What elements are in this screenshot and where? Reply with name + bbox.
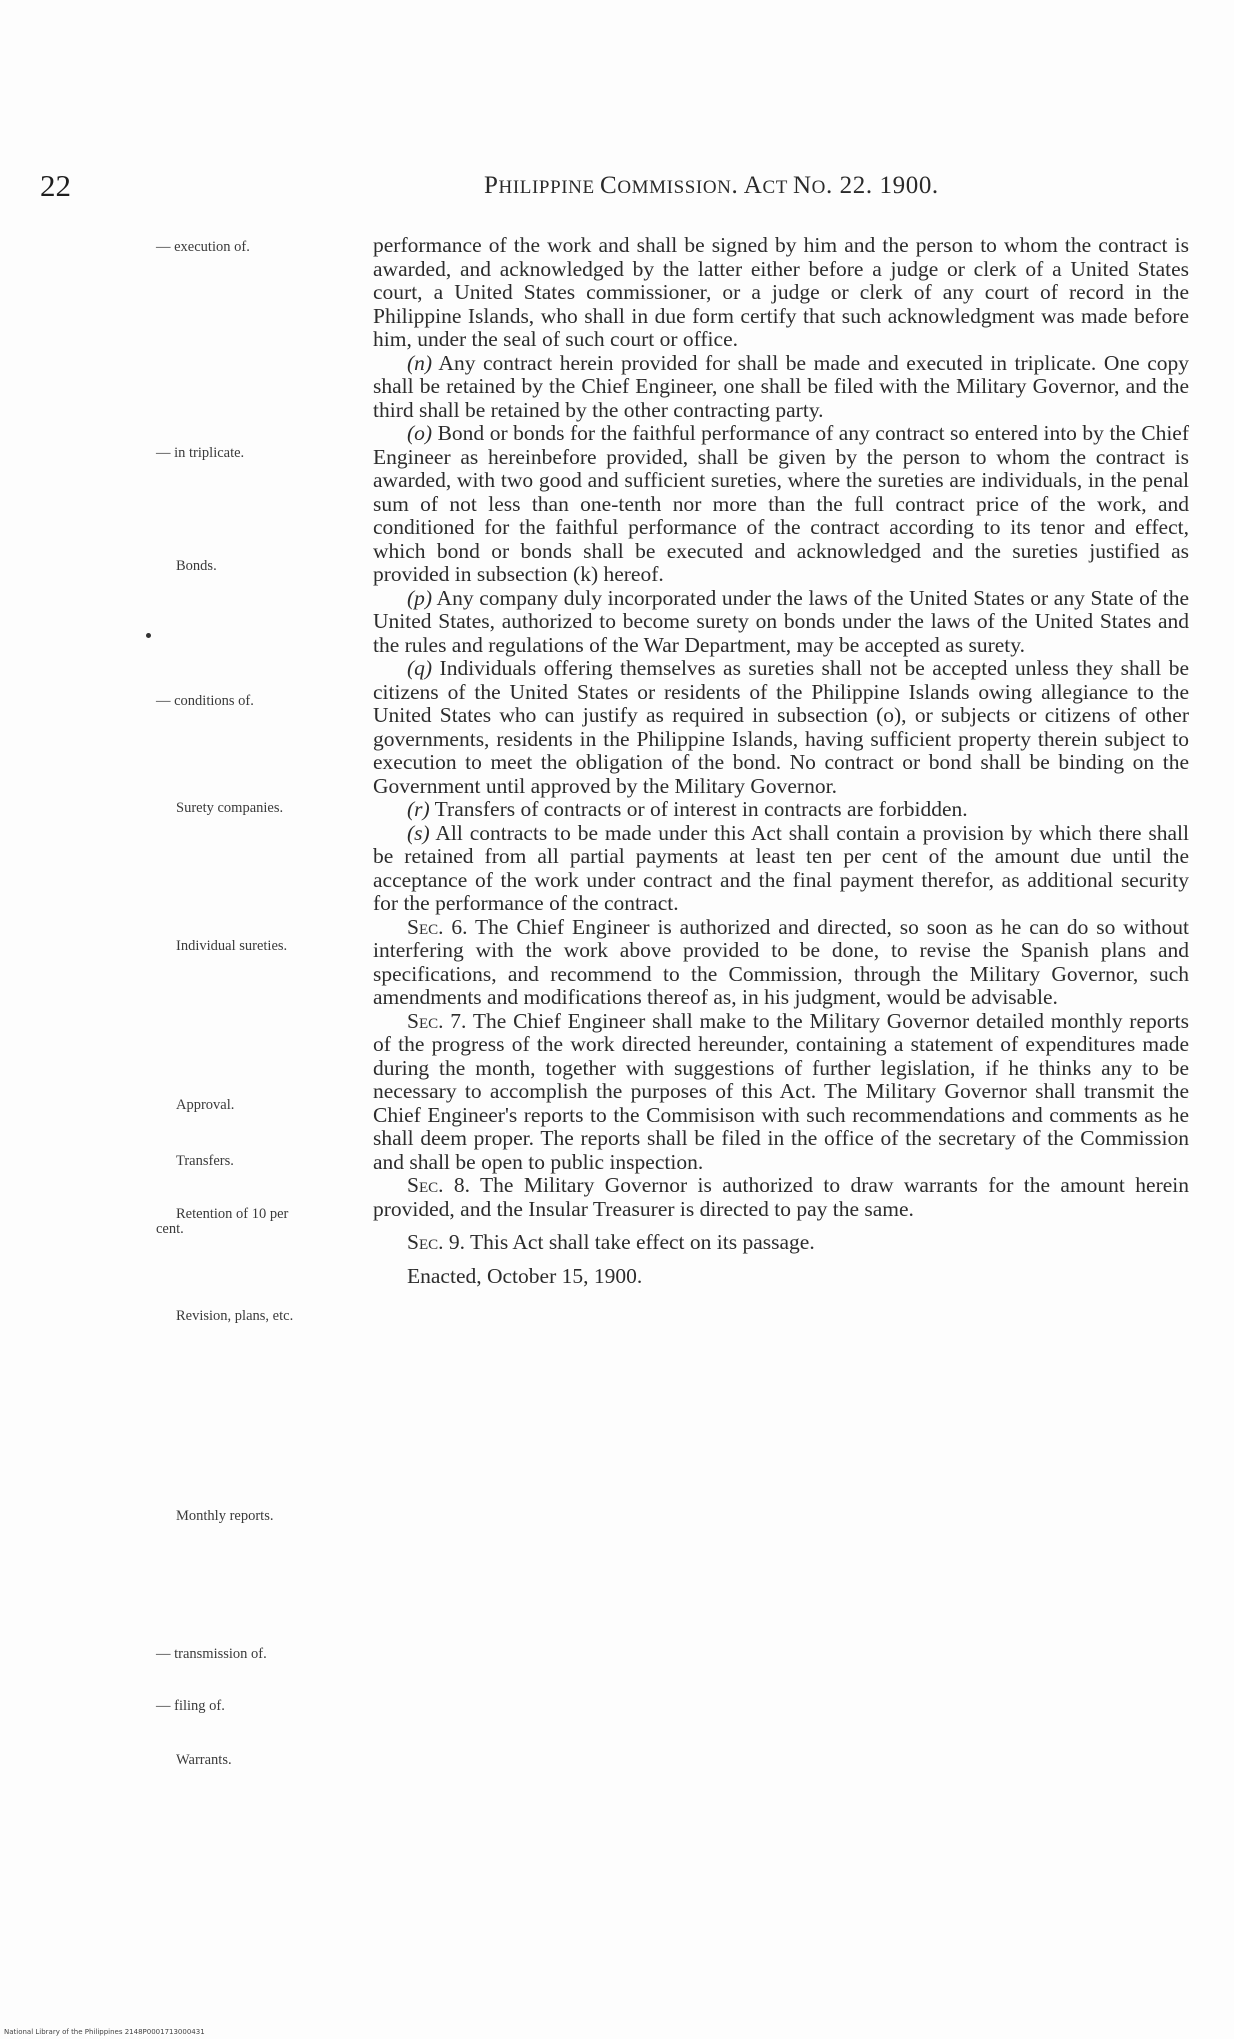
paragraph-s-text: All contracts to be made under this Act shall contain a provision by which there shall be retained from all partial payments at least ten per cent of the amount due until the acceptance of the work under contract and the final payment therefor, as additional security for the performance of the contract. (373, 820, 1189, 915)
running-head-n: N (792, 172, 812, 199)
section-8 (373, 1174, 1189, 1221)
section-9 (373, 1231, 1189, 1255)
body-text (373, 234, 1189, 1288)
subsection-label-s: (s) (407, 820, 430, 845)
margin-note-approval: Approval. (176, 1097, 235, 1113)
section-6 (373, 916, 1189, 1010)
running-head-hilippine: HILIPPINE (498, 177, 601, 198)
margin-note-filing: — filing of. (156, 1698, 225, 1714)
paragraph-p (373, 587, 1189, 658)
margin-note-retention: Retention of 10 per (176, 1206, 289, 1222)
scan-credit: National Library of the Philippines 2148P0001713000431 (4, 2028, 205, 2036)
paragraph-n (373, 352, 1189, 423)
ink-speck (146, 633, 151, 638)
running-head-p: P (484, 172, 499, 199)
subsection-label-p: (p) (407, 585, 433, 610)
margin-note-bonds: Bonds. (176, 558, 217, 574)
page-number: 22 (40, 168, 71, 203)
running-head-ommission: OMMISSION (617, 177, 732, 198)
subsection-label-n: (n) (407, 350, 433, 375)
margin-note-transmission: — transmission of. (156, 1646, 267, 1662)
paragraph-q (373, 657, 1189, 798)
section-6-label: Sec. 6. (407, 914, 468, 939)
subsection-label-r: (r) (407, 797, 430, 821)
margin-note-triplicate: — in triplicate. (156, 445, 245, 461)
section-9-text: This Act shall take effect on its passage. (465, 1230, 815, 1254)
paragraph-r-text: Transfers of contracts or of interest in contracts are forbidden. (429, 797, 968, 821)
margin-note-individual-sureties: Individual sureties. (176, 938, 288, 954)
section-6-text: The Chief Engineer is authorized and directed, so soon as he can do so without interfering with the work above provided to be done, to revise the Spanish plans and specifications, and recommend to the Commission, through the Military Governor, such amendments and modifications thereof as, in his judgment, would be advisable. (373, 914, 1190, 1009)
margin-note-revision: Revision, plans, etc. (176, 1308, 294, 1324)
margin-note-execution: — execution of. (156, 239, 250, 255)
running-head-rest: . 22. 1900. (825, 172, 939, 199)
margin-note-surety-companies: Surety companies. (176, 800, 284, 816)
running-head-a: A (743, 172, 763, 199)
margin-note-conditions: — conditions of. (156, 693, 254, 709)
section-8-label: Sec. 8. (407, 1173, 471, 1197)
paragraph-s (373, 822, 1189, 916)
section-7-text: The Chief Engineer shall make to the Military Governor detailed monthly reports of the progress of the work directed hereunder, containing a statement of expenditures made during the month, together with suggestions of further legislation, if he thinks any to be necessary to accomplish the purposes of this Act. The Military Governor shall transmit the Chief Engineer's reports to the Commisison with such recommendations and comments as he shall deem proper. The reports shall be filed in the office of the secretary of the Commission and shall be open to public inspection. (373, 1008, 1189, 1174)
section-9-label: Sec. 9. (407, 1230, 465, 1254)
paragraph-o-text: Bond or bonds for the faithful performance of any contract so entered into by the Chief Engineer as hereinbefore provided, shall be given by the person to whom the contract is awarded, with two good and sufficient sureties, where the sureties are individuals, in the penal sum of not less than one-tenth nor more than the full contract price of the work, and conditioned for the faithful performance of the contract according to its tenor and effect, which bond or bonds shall be executed and acknowledged and the sureties justified as provided in subsection (k) hereof. (373, 421, 1189, 586)
margin-note-monthly-reports: Monthly reports. (176, 1508, 274, 1524)
paragraph-p-text: Any company duly incorporated under the laws of the United States or any State of the United States, authorized to become surety on bonds under the laws of the United States and the rules and regulations of the War Department, may be accepted as surety. (373, 585, 1189, 657)
enacted-date: Enacted, October 15, 1900. (407, 1263, 643, 1288)
margin-note-retention-cont: cent. (156, 1221, 184, 1237)
margin-note-warrants: Warrants. (176, 1752, 232, 1768)
section-7-label: Sec. 7. (407, 1008, 467, 1033)
running-head-ct: CT (762, 177, 793, 198)
running-head-sep: . (731, 172, 744, 199)
running-head-o: O (811, 177, 826, 198)
paragraph-continuation: performance of the work and shall be signed by him and the person to whom the contract is awarded, and acknowledged by the latter either before a judge or clerk of a United States court, a United States commissioner, or a judge or clerk of any court of record in the Philippine Islands, who shall in due form certify that such acknowledgment was made before him, under the seal of such court or office. (373, 233, 1189, 351)
running-head (484, 172, 939, 200)
paragraph-q-text: Individuals offering themselves as sureties shall not be accepted unless they shall be citizens of the United States or residents of the Philippine Islands owing allegiance to the United States who can justify as required in subsection (o), or subjects or citizens of other governments, residents in the Philippine Islands, having sufficient property therein subject to execution to meet the obligation of the bond. No contract or bond shall be binding on the Government until approved by the Military Governor. (373, 656, 1189, 798)
paragraph-r (373, 798, 1189, 822)
paragraph-n-text: Any contract herein provided for shall be made and executed in triplicate. One copy shall be retained by the Chief Engineer, one shall be filed with the Military Governor, and the third shall be retained by the other contracting party. (373, 350, 1189, 422)
section-7 (373, 1010, 1189, 1175)
subsection-label-q: (q) (407, 656, 433, 680)
margin-note-transfers: Transfers. (176, 1153, 234, 1169)
section-8-text: The Military Governor is authorized to draw warrants for the amount herein provided, and the Insular Treasurer is directed to pay the same. (373, 1173, 1190, 1221)
subsection-label-o: (o) (407, 421, 433, 445)
paragraph-o (373, 422, 1189, 587)
running-head-c: C (600, 172, 618, 199)
